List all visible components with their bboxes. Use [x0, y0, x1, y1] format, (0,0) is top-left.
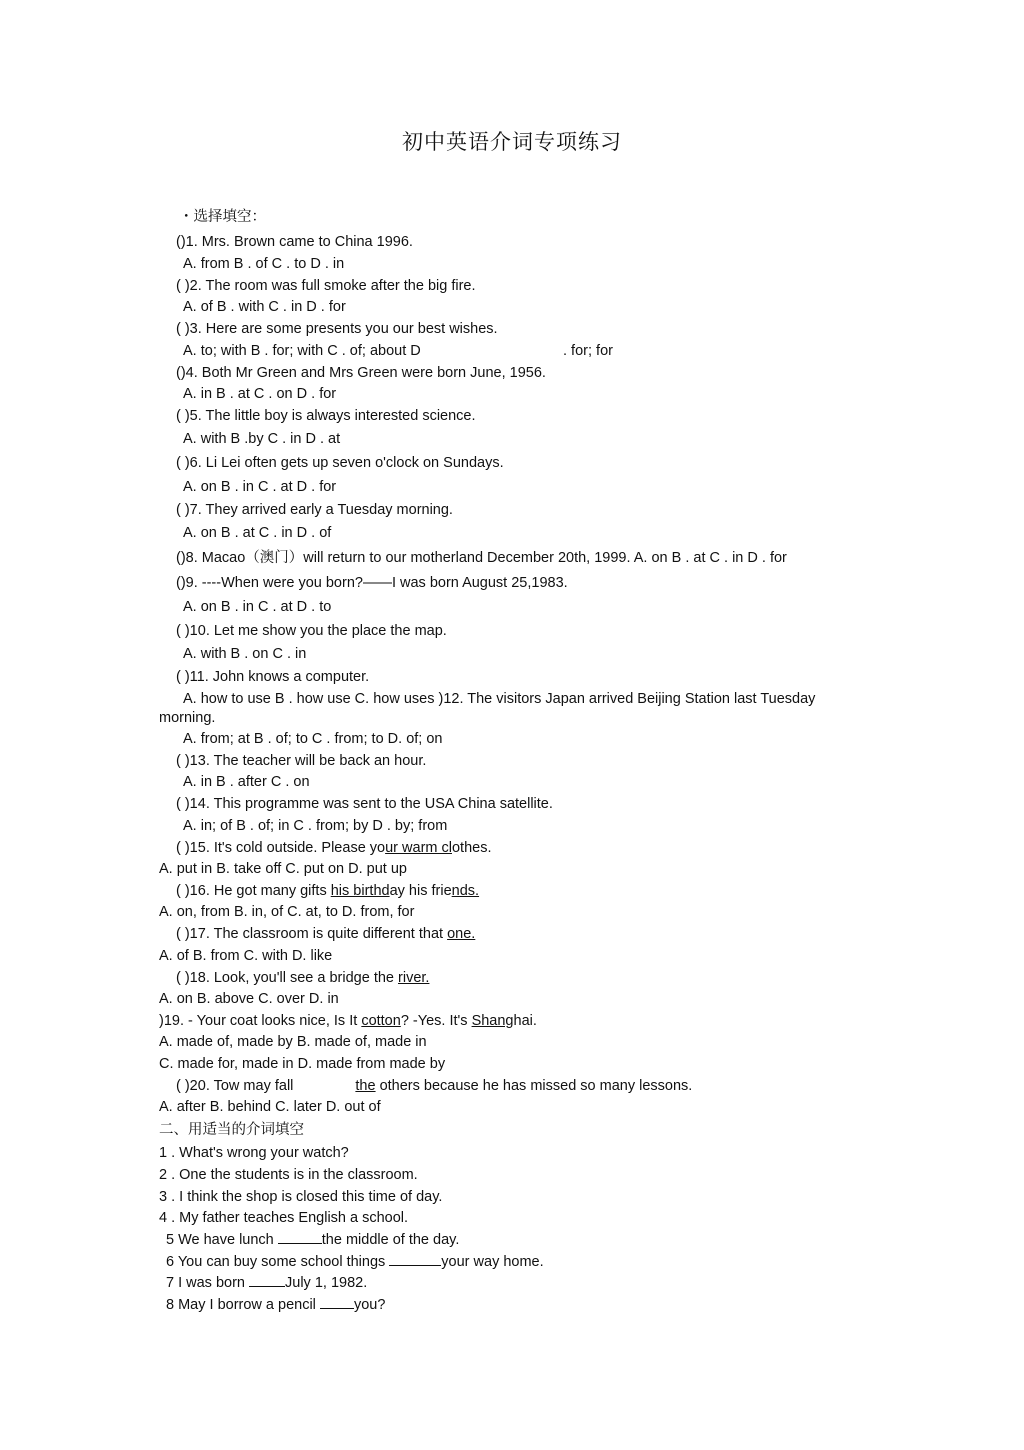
fill-item-6	[166, 1253, 544, 1271]
question-18-underlined: river.	[398, 970, 430, 986]
question-17-underlined: one.	[447, 926, 476, 942]
question-15-text-a: ( )15. It's cold outside. Please yo	[176, 840, 386, 856]
fill-item-2: 2 . One the students is in the classroom.	[159, 1167, 418, 1183]
question-14: ( )14. This programme was sent to the USA China satellite.	[176, 796, 553, 812]
question-17-text-a: ( )17. The classroom is quite different that	[176, 926, 448, 942]
question-18-options: A. on B. above C. over D. in	[159, 991, 339, 1007]
question-15	[176, 839, 491, 857]
section1-heading: ・选择填空：	[179, 209, 266, 225]
fill-item-6-text-a: 6 You can buy some school things	[166, 1254, 390, 1270]
question-12-continuation: morning.	[159, 710, 216, 726]
fill-item-8	[166, 1296, 385, 1314]
question-19-underlined-1: cotton	[361, 1013, 401, 1029]
question-16-text-b: ay his frie	[389, 883, 452, 899]
question-4: ()4. Both Mr Green and Mrs Green were born June, 1956.	[176, 365, 546, 381]
question-3: ( )3. Here are some presents you our best wishes.	[176, 321, 498, 337]
question-3-options-b: . for; for	[563, 343, 613, 359]
question-16	[176, 882, 479, 900]
fill-item-6-text-b: your way home.	[441, 1254, 544, 1270]
question-1: ()1. Mrs. Brown came to China 1996.	[176, 234, 413, 250]
question-19-options-2: C. made for, made in D. made from made by	[159, 1056, 446, 1072]
question-6-options: A. on B . in C . at D . for	[183, 479, 337, 495]
fill-blank	[389, 1253, 441, 1266]
question-20	[176, 1077, 692, 1095]
fill-item-7-text-a: 7 I was born	[166, 1275, 250, 1291]
question-15-text-b: othes.	[451, 840, 492, 856]
question-15-options: A. put in B. take off C. put on D. put up	[159, 861, 407, 877]
question-19-text-a: )19. - Your coat looks nice, Is It	[159, 1013, 362, 1029]
fill-item-1: 1 . What's wrong your watch?	[159, 1145, 349, 1161]
question-3-options-a: A. to; with B . for; with C . of; about D	[183, 343, 421, 359]
question-9-options: A. on B . in C . at D . to	[183, 599, 332, 615]
page-title: 初中英语介词专项练习	[402, 130, 622, 154]
question-2: ( )2. The room was full smoke after the big fire.	[176, 278, 476, 294]
question-20-text-a: ( )20. Tow may fall	[176, 1078, 294, 1094]
question-20-text-b: others because he has missed so many lessons.	[375, 1078, 693, 1094]
question-4-options: A. in B . at C . on D . for	[183, 386, 337, 402]
fill-blank	[278, 1231, 322, 1244]
question-9: ()9. ----When were you born?——I was born August 25,1983.	[176, 575, 568, 591]
question-16-options: A. on, from B. in, of C. at, to D. from, for	[159, 904, 415, 920]
fill-item-5-text-b: the middle of the day.	[321, 1232, 460, 1248]
question-2-options: A. of B . with C . in D . for	[183, 299, 346, 315]
question-12-options: A. from; at B . of; to C . from; to D. of; on	[183, 731, 443, 747]
question-11: ( )11. John knows a computer.	[176, 669, 370, 685]
question-18	[176, 969, 429, 987]
question-16-underlined-2: nds.	[451, 883, 480, 899]
fill-item-7	[166, 1274, 367, 1292]
question-17	[176, 925, 475, 943]
question-6: ( )6. Li Lei often gets up seven o'clock on Sundays.	[176, 455, 504, 471]
question-7: ( )7. They arrived early a Tuesday morning.	[176, 502, 453, 518]
question-11-options-and-question-12: A. how to use B . how use C. how uses )12. The visitors Japan arrived Beijing Station last Tuesday	[183, 691, 816, 707]
fill-blank	[249, 1274, 285, 1287]
question-16-text-a: ( )16. He got many gifts	[176, 883, 331, 899]
question-19-options-1: A. made of, made by B. made of, made in	[159, 1034, 427, 1050]
fill-item-8-text-a: 8 May I borrow a pencil	[166, 1297, 320, 1313]
section2-heading: 二、用适当的介词填空	[159, 1122, 304, 1138]
question-17-options: A. of B. from C. with D. like	[159, 948, 333, 964]
fill-item-3: 3 . I think the shop is closed this time of day.	[159, 1189, 443, 1205]
question-1-options: A. from B . of C . to D . in	[183, 256, 345, 272]
fill-item-8-text-b: you?	[353, 1297, 386, 1313]
question-19	[159, 1012, 537, 1030]
fill-blank	[320, 1296, 354, 1309]
question-7-options: A. on B . at C . in D . of	[183, 525, 332, 541]
question-14-options: A. in; of B . of; in C . from; by D . by; from	[183, 818, 448, 834]
question-10: ( )10. Let me show you the place the map.	[176, 623, 447, 639]
question-19-text-c: hai.	[513, 1013, 537, 1029]
question-5-options: A. with B .by C . in D . at	[183, 431, 341, 447]
fill-item-7-text-b: July 1, 1982.	[285, 1275, 368, 1291]
question-19-text-b: ? -Yes. It's	[400, 1013, 472, 1029]
fill-item-5-text-a: 5 We have lunch	[166, 1232, 278, 1248]
question-20-underlined: the	[355, 1078, 376, 1094]
question-5: ( )5. The little boy is always interested science.	[176, 408, 476, 424]
question-13: ( )13. The teacher will be back an hour.	[176, 753, 427, 769]
question-10-options: A. with B . on C . in	[183, 646, 307, 662]
question-13-options: A. in B . after C . on	[183, 774, 310, 790]
question-15-underlined: ur warm cl	[385, 840, 452, 856]
question-18-text-a: ( )18. Look, you'll see a bridge the	[176, 970, 399, 986]
fill-item-5	[166, 1231, 459, 1249]
question-20-options: A. after B. behind C. later D. out of	[159, 1099, 381, 1115]
question-8: ()8. Macao（澳门）will return to our motherland December 20th, 1999. A. on B . at C . in D . for	[176, 550, 787, 566]
question-19-underlined-2: Shang	[471, 1013, 514, 1029]
question-16-underlined-1: his birthd	[330, 883, 390, 899]
fill-item-4: 4 . My father teaches English a school.	[159, 1210, 409, 1226]
